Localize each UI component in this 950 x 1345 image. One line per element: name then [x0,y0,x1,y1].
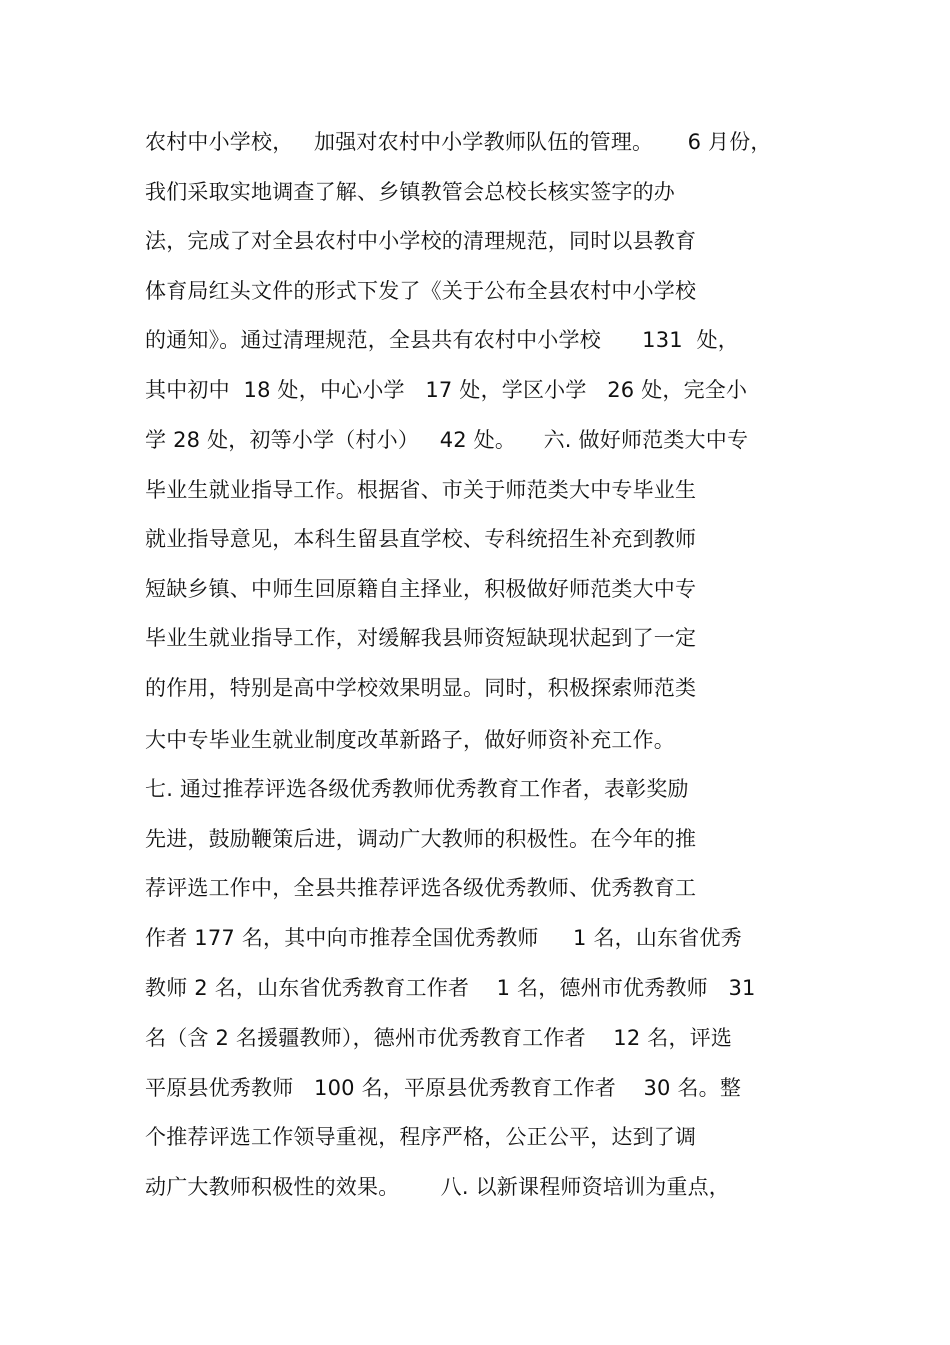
text-line: 荐评选工作中，全县共推荐评选各级优秀教师、优秀教育工 [145,876,697,900]
text-line: 法，完成了对全县农村中小学校的清理规范，同时以县教育 [145,229,697,253]
text-line: 短缺乡镇、中师生回原籍自主择业，积极做好师范类大中专 [145,577,697,601]
text-line: 其中初中 18 处，中心小学 17 处，学区小学 26 处，完全小 [145,378,748,402]
text-line: 农村中小学校， 加强对农村中小学教师队伍的管理。 6 月份， [145,130,772,154]
text-line: 作者 177 名，其中向市推荐全国优秀教师 1 名，山东省优秀 [145,926,742,950]
text-line: 就业指导意见，本科生留县直学校、专科统招生补充到教师 [145,527,697,551]
text-line: 教师 2 名，山东省优秀教育工作者 1 名，德州市优秀教师 31 [145,976,756,1000]
text-line: 毕业生就业指导工作，对缓解我县师资短缺现状起到了一定 [145,626,697,650]
text-line: 大中专毕业生就业制度改革新路子，做好师资补充工作。 [145,728,675,752]
text-line: 体育局红头文件的形式下发了《关于公布全县农村中小学校 [145,279,697,303]
text-line: 学 28 处，初等小学（村小） 42 处。 六. 做好师范类大中专 [145,428,749,452]
text-line: 我们采取实地调查了解、乡镇教管会总校长核实签字的办 [145,180,675,204]
text-line: 名（含 2 名援疆教师），德州市优秀教育工作者 12 名，评选 [145,1026,733,1050]
text-line: 先进，鼓励鞭策后进，调动广大教师的积极性。在今年的推 [145,827,697,851]
text-line: 动广大教师积极性的效果。 八. 以新课程师资培训为重点， [145,1175,730,1199]
text-line: 七. 通过推荐评选各级优秀教师优秀教育工作者，表彰奖励 [145,777,689,801]
text-line: 平原县优秀教师 100 名，平原县优秀教育工作者 30 名。整 [145,1076,742,1100]
text-line: 的作用，特别是高中学校效果明显。同时，积极探索师范类 [145,676,697,700]
text-line: 个推荐评选工作领导重视，程序严格，公正公平，达到了调 [145,1125,697,1149]
text-line: 的通知》。通过清理规范，全县共有农村中小学校 131 处， [145,328,739,352]
text-line: 毕业生就业指导工作。根据省、市关于师范类大中专毕业生 [145,478,697,502]
